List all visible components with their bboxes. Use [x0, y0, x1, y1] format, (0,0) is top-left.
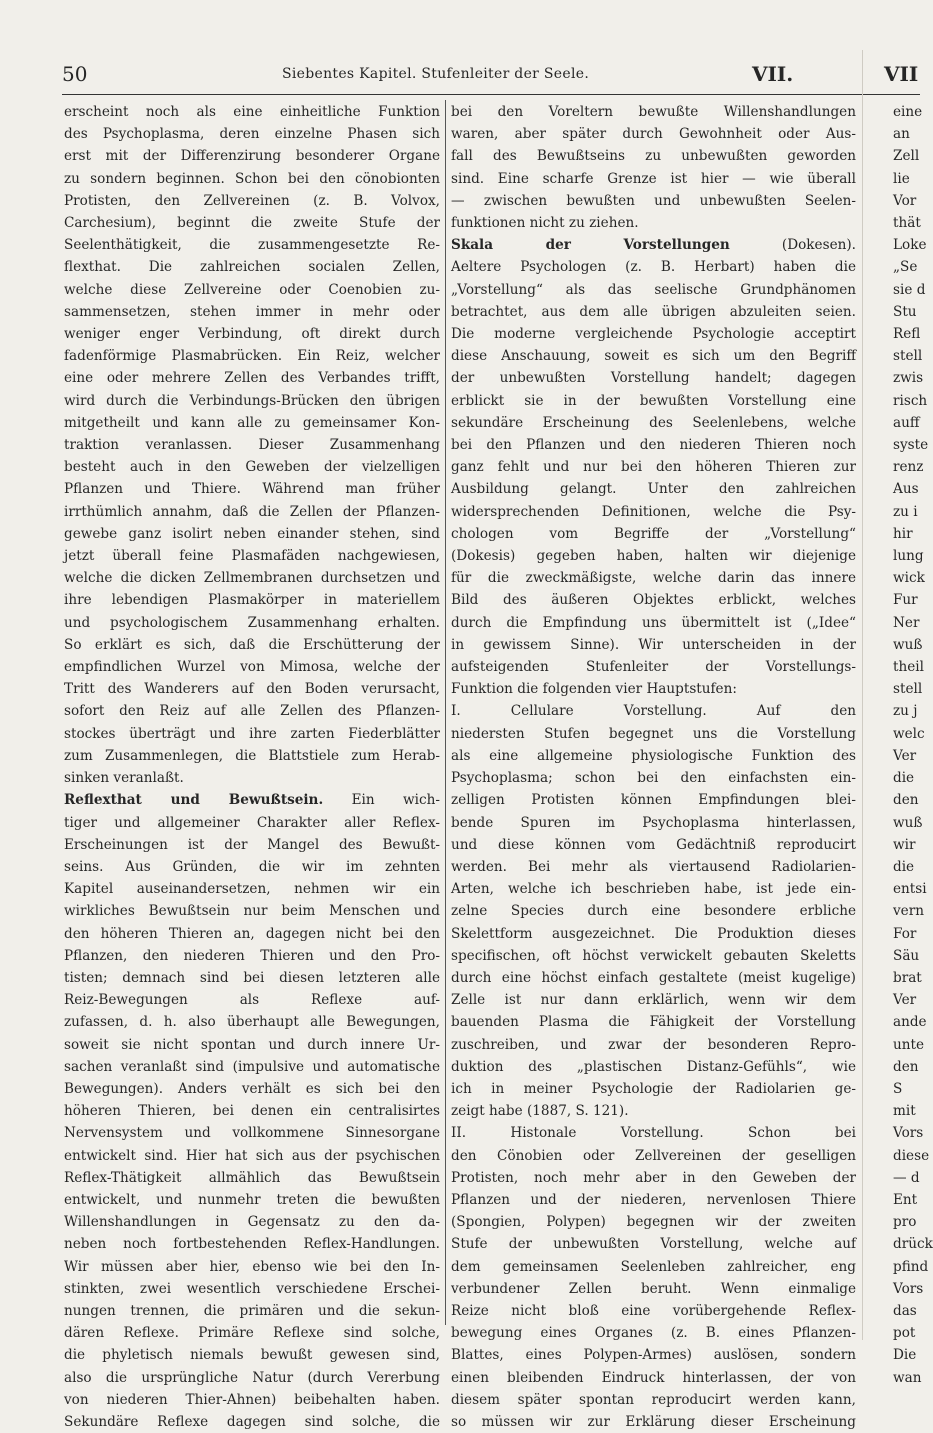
text-line: wir [893, 836, 916, 853]
text-line: sekundäre Erscheinung des Seelenlebens, welche [451, 414, 856, 431]
text-line: welc [893, 725, 925, 742]
text-line: chologen vom Begriffe der „Vorstellung“ [451, 525, 856, 542]
text-line: Sekundäre Reflexe dagegen sind solche, die [64, 1413, 440, 1430]
text-line: den [893, 792, 919, 809]
text-line: tisten; demnach sind bei diesen letzteren alle [64, 969, 440, 986]
section-heading: Skala der Vorstellungen [451, 237, 730, 254]
text-line: thät [893, 215, 921, 232]
text-line: den Cönobien oder Zellvereinen der geselligen [451, 1147, 856, 1164]
text-line: bei den Pflanzen und den niederen Thieren noch [451, 437, 856, 454]
text-line: Fur [893, 592, 918, 609]
text-line: Vor [893, 192, 917, 209]
text-line: wuß [893, 814, 923, 831]
page-number: 50 [62, 62, 88, 86]
text-line: Ver [893, 747, 917, 764]
text-line: Reiz-Bewegungen als Reflexe auf- [64, 992, 440, 1009]
text-line: mitgetheilt und kann alle zu gemeinsamer Kon- [64, 414, 440, 431]
text-line: zufassen, d. h. also überhaupt alle Bewegungen, [64, 1014, 440, 1031]
text-line: den höheren Thieren an, dagegen nicht bei den [64, 925, 440, 942]
text-line: und psychologischem Zusammenhang erhalten. [64, 614, 440, 631]
text-line: sofort den Reiz auf alle Zellen des Pflanzen- [64, 703, 440, 720]
text-line: theil [893, 659, 924, 676]
text-line: bauenden Plasma die Fähigkeit der Vorstellung [451, 1014, 856, 1031]
text-line: in gewissem Sinne). Wir unterscheiden in der [451, 636, 856, 653]
text-line: Reflexthat und Bewußtsein. Ein wich- [64, 792, 440, 809]
text-line: Aus [893, 481, 919, 498]
text-line: sammensetzen, stehen immer in mehr oder [64, 303, 440, 320]
text-line: Die [893, 1347, 917, 1364]
text-line: renz [893, 459, 924, 476]
text-line: brat [893, 969, 922, 986]
text-line: auff [893, 414, 920, 431]
text-line: durch eine höchst einfach gestaltete (meist kugelige) [451, 969, 856, 986]
text-line: Refl [893, 326, 921, 343]
text-line: Pflanzen und der niederen, nervenlosen Thiere [451, 1191, 856, 1208]
text-line: die [893, 770, 915, 787]
text-line: welche die dicken Zellmembranen durchsetzen und [64, 570, 440, 587]
text-line: tiger und allgemeiner Charakter aller Reflex- [64, 814, 440, 831]
text-line: fadenförmige Plasmabrücken. Ein Reiz, welcher [64, 348, 440, 365]
text-line: ich in meiner Psychologie der Radiolarien ge- [451, 1080, 856, 1097]
text-line: diesem später spontan reproducirt werden kann, [451, 1391, 856, 1408]
text-line: Nervensystem und vollkommene Sinnesorgane [64, 1125, 440, 1142]
text-line: niedersten Stufen begegnet uns die Vorstellung [451, 725, 856, 742]
text-line: zu sondern beginnen. Schon bei den cönobionten [64, 170, 440, 187]
text-line: unte [893, 1036, 925, 1053]
text-line: — d [893, 1169, 920, 1186]
text-line: zwis [893, 370, 924, 387]
text-line: Pflanzen, den niederen Thieren und den Pro- [64, 947, 440, 964]
text-line: syste [893, 437, 929, 454]
text-line: Skala der Vorstellungen (Dokesen). [451, 237, 856, 254]
text-line: Willenshandlungen in Gegensatz zu den da- [64, 1214, 440, 1231]
text-line: Zelle ist nur dann erklärlich, wenn wir dem [451, 992, 856, 1009]
text-line: mit [893, 1103, 916, 1120]
text-line: „Vorstellung“ als das seelische Grundphänomen [451, 281, 856, 298]
text-line: gewebe ganz isolirt neben einander stehen, sind [64, 525, 440, 542]
text-line: Tritt des Wanderers auf den Boden verursacht, [64, 681, 440, 698]
text-line: pot [893, 1325, 916, 1342]
text-line: Ent [893, 1191, 918, 1208]
text-line: pro [893, 1214, 917, 1231]
right-column [451, 101, 856, 1433]
text-line: hir [893, 525, 913, 542]
text-line: den [893, 1058, 919, 1075]
text-line: widersprechenden Definitionen, welche die Psy- [451, 503, 856, 520]
text-line: Aeltere Psychologen (z. B. Herbart) haben die [451, 259, 856, 276]
text-line: So erklärt es sich, daß die Erschütterung der [64, 636, 440, 653]
text-line: werden. Bei mehr als viertausend Radiolarien- [451, 858, 856, 875]
text-line: Ver [893, 992, 917, 1009]
text-line: so müssen wir zur Erklärung dieser Erscheinung [451, 1413, 856, 1430]
chapter-numeral: VII. [752, 62, 794, 86]
text-line: Stufe der unbewußten Vorstellung, welche auf [451, 1236, 856, 1253]
text-line: weniger enger Verbindung, oft direkt durch [64, 326, 440, 343]
text-line: pfind [893, 1258, 929, 1275]
text-line: bei den Voreltern bewußte Willenshandlungen [451, 104, 856, 120]
text-line: risch [893, 392, 928, 409]
text-line: Reize nicht bloß eine vorübergehende Reflex- [451, 1302, 856, 1319]
text-line: Vors [893, 1125, 924, 1142]
text-line: dem gemeinsamen Seelenleben zahlreicher, eng [451, 1258, 856, 1275]
text-line: wick [893, 570, 925, 587]
text-line: zu i [893, 503, 918, 520]
text-line: des Psychoplasma, deren einzelne Phasen sich [64, 126, 440, 143]
text-line: Carchesium), beginnt die zweite Stufe der [64, 215, 440, 232]
text-line: Kapitel auseinandersetzen, nehmen wir ein [64, 881, 440, 898]
text-line: besteht auch in den Geweben der vielzelligen [64, 459, 440, 476]
text-line: — zwischen bewußten und unbewußten Seelen- [451, 192, 856, 209]
text-line: sie d [893, 281, 926, 298]
text-line: stell [893, 348, 923, 365]
text-line: vern [893, 903, 924, 920]
text-line: bewegung eines Organes (z. B. eines Pflanzen- [451, 1325, 856, 1342]
text-line: entwickelt, und nunmehr treten die bewußten [64, 1191, 440, 1208]
text-line: empfindlichen Wurzel von Mimosa, welche der [64, 659, 440, 676]
text-line: dären Reflexe. Primäre Reflexe sind solche, [64, 1325, 440, 1342]
text-line: also die ursprüngliche Natur (durch Vererbung [64, 1369, 440, 1386]
text-line: zeigt habe (1887, S. 121). [451, 1103, 629, 1120]
text-line: fall des Bewußtseins zu unbewußten geworden [451, 148, 856, 165]
text-line: sachen veranlaßt sind (impulsive und automatische [64, 1058, 440, 1075]
text-line: stockes überträgt und ihre zarten Fiederblätter [64, 725, 440, 742]
text-line: zu j [893, 703, 918, 720]
text-line: zelne Species durch eine besondere erbliche [451, 903, 856, 920]
text-line: an [893, 126, 910, 143]
text-line: funktionen nicht zu ziehen. [451, 215, 639, 232]
text-line: jetzt überall feine Plasmafäden nachgewiesen, [64, 548, 440, 565]
text-line: nungen trennen, die primären und die sekun- [64, 1302, 440, 1319]
text-line: für die zweckmäßigste, welche darin das innere [451, 570, 856, 587]
text-line: lung [893, 548, 924, 565]
text-line: Die moderne vergleichende Psychologie acceptirt [451, 326, 856, 343]
text-line: Bewegungen). Anders verhält es sich bei den [64, 1080, 440, 1097]
section-heading: Reflexthat und Bewußtsein. [64, 792, 324, 809]
text-line: ganz fehlt und nur bei den höheren Thieren zur [451, 459, 856, 476]
text-line: höheren Thieren, bei denen ein centralisirtes [64, 1103, 440, 1120]
text-line: flexthat. Die zahlreichen socialen Zellen, [64, 259, 440, 276]
text-line: diese Anschauung, soweit es sich um den Begriff [451, 348, 856, 365]
text-line: wuß [893, 636, 923, 653]
text-line: soweit sie nicht spontan und durch innere Ur- [64, 1036, 440, 1053]
text-line: einen bleibenden Eindruck hinterlassen, der von [451, 1369, 856, 1386]
text-line: Pflanzen und Thiere. Während man früher [64, 481, 440, 498]
text-line: das [893, 1302, 917, 1319]
text-line: Bild des äußeren Objektes erblickt, welches [451, 592, 856, 609]
text-line: die [893, 858, 915, 875]
text-line: seins. Aus Gründen, die wir im zehnten [64, 858, 440, 875]
text-line: zum Zusammenlegen, die Blattstiele zum Herab- [64, 747, 440, 764]
text-line: waren, aber später durch Gewohnheit oder Aus- [451, 126, 856, 143]
text-line: von niederen Thier-Ahnen) beibehalten haben. [64, 1391, 440, 1408]
text-line: der unbewußten Vorstellung handelt; dagegen [451, 370, 856, 387]
text-line: ande [893, 1014, 927, 1031]
column-separator [445, 100, 446, 1325]
text-line: stinkten, zwei wesentlich verschiedene Erschei- [64, 1280, 440, 1297]
text-line: Vors [893, 1280, 924, 1297]
text-line: erscheint noch als eine einheitliche Funktion [64, 104, 440, 120]
text-line: irrthümlich annahm, daß die Zellen der Pflanzen- [64, 503, 440, 520]
text-line: Arten, welche ich beschrieben habe, ist jede ein- [451, 881, 856, 898]
text-line: Loke [893, 237, 927, 254]
text-line: drück [893, 1236, 933, 1253]
text-line: Stu [893, 303, 917, 320]
text-line: Skelettform ausgezeichnet. Die Produktion dieses [451, 925, 856, 942]
text-line: S [893, 1080, 903, 1097]
text-line: traktion veranlassen. Dieser Zusammenhang [64, 437, 440, 454]
header-rule [62, 94, 920, 95]
text-line: als eine allgemeine physiologische Funktion des [451, 747, 856, 764]
text-line: Säu [893, 947, 920, 964]
text-line: zelligen Protisten können Empfindungen blei- [451, 792, 856, 809]
text-line: welche diese Zellvereine oder Coenobien zu- [64, 281, 440, 298]
text-line: diese [893, 1147, 930, 1164]
text-line: duktion des „plastischen Distanz-Gefühls“, wie [451, 1058, 856, 1075]
text-line: durch die Empfindung uns übermittelt ist („Idee“ [451, 614, 856, 631]
text-line: I. Cellulare Vorstellung. Auf den [451, 703, 856, 720]
text-line: (Dokesis) gegeben haben, halten wir diejenige [451, 548, 856, 565]
text-line: Blattes, eines Polypen-Armes) auslösen, sondern [451, 1347, 856, 1364]
text-line: Seelenthätigkeit, die zusammengesetzte Re- [64, 237, 440, 254]
text-line: II. Histonale Vorstellung. Schon bei [451, 1125, 856, 1142]
text-line: aufsteigenden Stufenleiter der Vorstellungs- [451, 659, 856, 676]
text-line: erblickt sie in der bewußten Vorstellung eine [451, 392, 856, 409]
page-gutter [862, 50, 863, 1340]
text-line: „Se [893, 259, 918, 276]
text-line: und diese können vom Gedächtniß reproducirt [451, 836, 856, 853]
text-line: Reflex-Thätigkeit allmählich das Bewußtsein [64, 1169, 440, 1186]
text-line: Erscheinungen ist der Mangel des Bewußt- [64, 836, 440, 853]
text-line: Funktion die folgenden vier Hauptstufen: [451, 681, 737, 698]
text-line: zuschreiben, und zwar der besonderen Repro- [451, 1036, 856, 1053]
text-line: verbundener Zellen beruht. Wenn einmalige [451, 1280, 856, 1297]
text-line: (Spongien, Polypen) begegnen wir der zweiten [451, 1214, 856, 1231]
text-line: betrachtet, aus dem alle übrigen abzuleiten seien. [451, 303, 856, 320]
text-line: sinken veranlaßt. [64, 770, 184, 787]
text-line: die phyletisch niemals bewußt gewesen sind, [64, 1347, 440, 1364]
text-line: lie [893, 170, 910, 187]
text-line: Zell [893, 148, 920, 165]
text-line: sind. Eine scharfe Grenze ist hier — wie überall [451, 170, 856, 187]
text-line: entwickelt sind. Hier hat sich aus der psychischen [64, 1147, 440, 1164]
text-line: entsi [893, 881, 927, 898]
text-line: Ner [893, 614, 920, 631]
left-column [64, 101, 440, 1433]
text-line: stell [893, 681, 923, 698]
text-line: eine oder mehrere Zellen des Verbandes trifft, [64, 370, 440, 387]
text-line: Ausbildung gelangt. Unter den zahlreichen [451, 481, 856, 498]
running-title: Siebentes Kapitel. Stufenleiter der Seele. [282, 66, 590, 82]
text-line: erst mit der Differenzirung besonderer Organe [64, 148, 440, 165]
text-line: Psychoplasma; schon bei den einfachsten ein- [451, 770, 856, 787]
next-page-chapter-numeral: VII [884, 62, 919, 86]
text-line: neben noch fortbestehenden Reflex-Handlungen. [64, 1236, 440, 1253]
text-line: specifischen, oft höchst verwickelt gebauten Skeletts [451, 947, 856, 964]
text-line: wird durch die Verbindungs-Brücken den übrigen [64, 392, 440, 409]
text-line: eine [893, 104, 923, 120]
text-line: For [893, 925, 917, 942]
text-line: ihre lebendigen Plasmakörper in materiellem [64, 592, 440, 609]
next-page-edge-column [893, 101, 933, 1389]
text-line: Protisten, den Zellvereinen (z. B. Volvox, [64, 192, 440, 209]
text-line: Protisten, noch mehr aber in den Geweben der [451, 1169, 856, 1186]
text-line: Wir müssen aber hier, ebenso wie bei den In- [64, 1258, 440, 1275]
text-line: wirkliches Bewußtsein nur beim Menschen und [64, 903, 440, 920]
text-line: wan [893, 1369, 922, 1386]
text-line: bende Spuren im Psychoplasma hinterlassen, [451, 814, 856, 831]
